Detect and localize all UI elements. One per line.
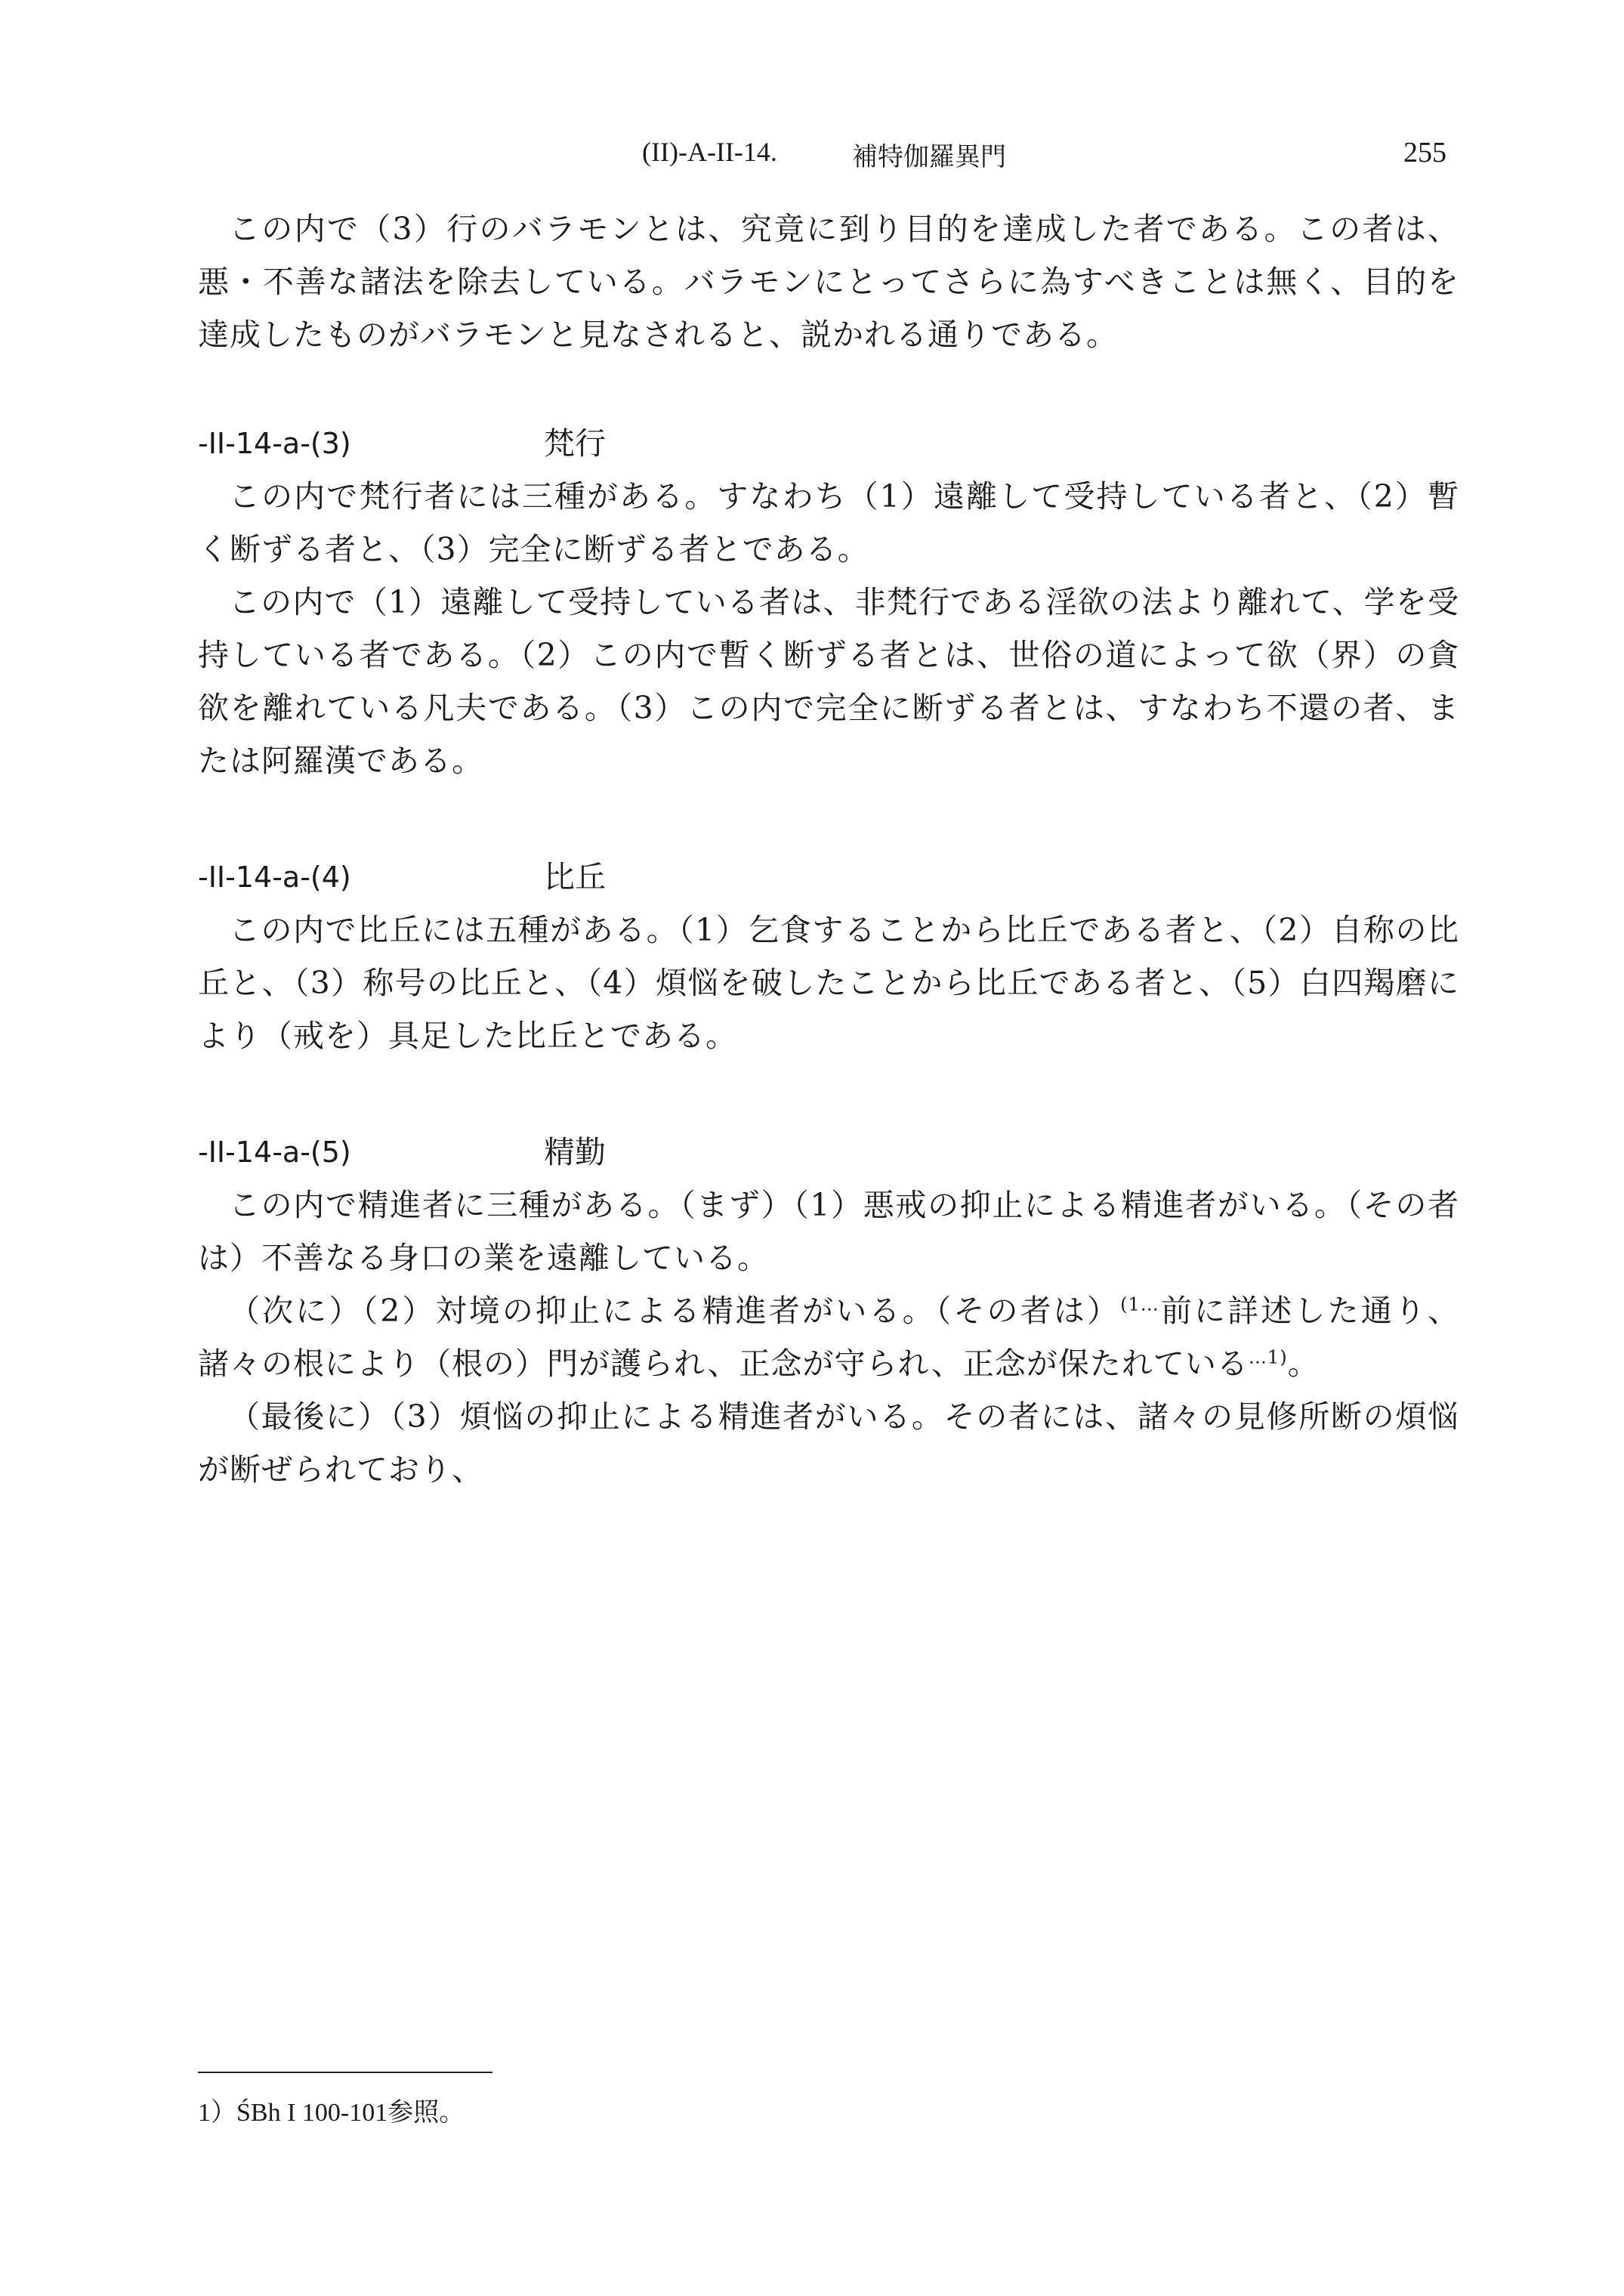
footnote-divider xyxy=(198,2072,492,2073)
footnote-marker-open: (1… xyxy=(1120,1293,1159,1315)
paragraph: この内で（1）遠離して受持している者は、非梵行である淫欲の法より離れて、学を受持している者である。（2）この内で暫く断ずる者とは、世俗の道によって欲（界）の貪欲を離れている凡夫である。（3）この内で完全に断ずる者とは、すなわち不還の者、または阿羅漢である。 xyxy=(198,584,1459,779)
paragraph: この内で比丘には五種がある。（1）乞食することから比丘である者と、（2）自称の比丘と、（3）称号の比丘と、（4）煩悩を破したことから比丘である者と、（5）白四羯磨により（戒を）具足した比丘とである。 xyxy=(198,912,1459,1054)
text-run: （次に）（2）対境の抑止による精進者がいる。（その者は） xyxy=(229,1293,1121,1329)
section-code: -II-14-a-(3) xyxy=(198,427,351,460)
intro-block xyxy=(198,202,1459,361)
section-label: 比丘 xyxy=(544,859,606,895)
paragraph-with-note xyxy=(198,1284,1459,1390)
text-run: 。 xyxy=(1287,1346,1320,1382)
section-label: 精勤 xyxy=(544,1134,606,1170)
intro-paragraph: この内で（3）行のバラモンとは、究竟に到り目的を達成した者である。この者は、悪・不善な諸法を除去している。バラモンにとってさらに為すべきことは無く、目的を達成したものがバラモンと見なされると、説かれる通りである。 xyxy=(198,211,1459,353)
page-number: 255 xyxy=(1403,137,1446,168)
running-header xyxy=(0,136,1624,181)
section-3-body xyxy=(198,470,1459,787)
section-5-body xyxy=(198,1179,1459,1496)
section-code: -II-14-a-(5) xyxy=(198,1136,351,1169)
header-chapter-title: 補特伽羅異門 xyxy=(852,142,1006,172)
paragraph: この内で梵行者には三種がある。すなわち（1）遠離して受持している者と、（2）暫く断ずる者と、（3）完全に断ずる者とである。 xyxy=(198,478,1459,567)
section-4-body xyxy=(198,904,1459,1062)
header-section-code: (II)-A-II-14. xyxy=(642,137,777,167)
footnote-marker-close: …1) xyxy=(1248,1346,1288,1368)
text-run: 前に詳述した通り、諸々の根により（根の）門が護られ、正念が守られ、正念が保たれている xyxy=(198,1293,1459,1382)
paragraph: この内で精進者に三種がある。（まず）（1）悪戒の抑止による精進者がいる。（その者は）不善なる身口の業を遠離している。 xyxy=(198,1187,1459,1276)
paragraph: （最後に）（3）煩悩の抑止による精進者がいる。その者には、諸々の見修所断の煩悩が断ぜられており、 xyxy=(198,1398,1459,1488)
section-label: 梵行 xyxy=(544,425,606,462)
footnote: 1）ŚBh I 100-101参照。 xyxy=(198,2099,465,2127)
section-code: -II-14-a-(4) xyxy=(198,861,351,894)
